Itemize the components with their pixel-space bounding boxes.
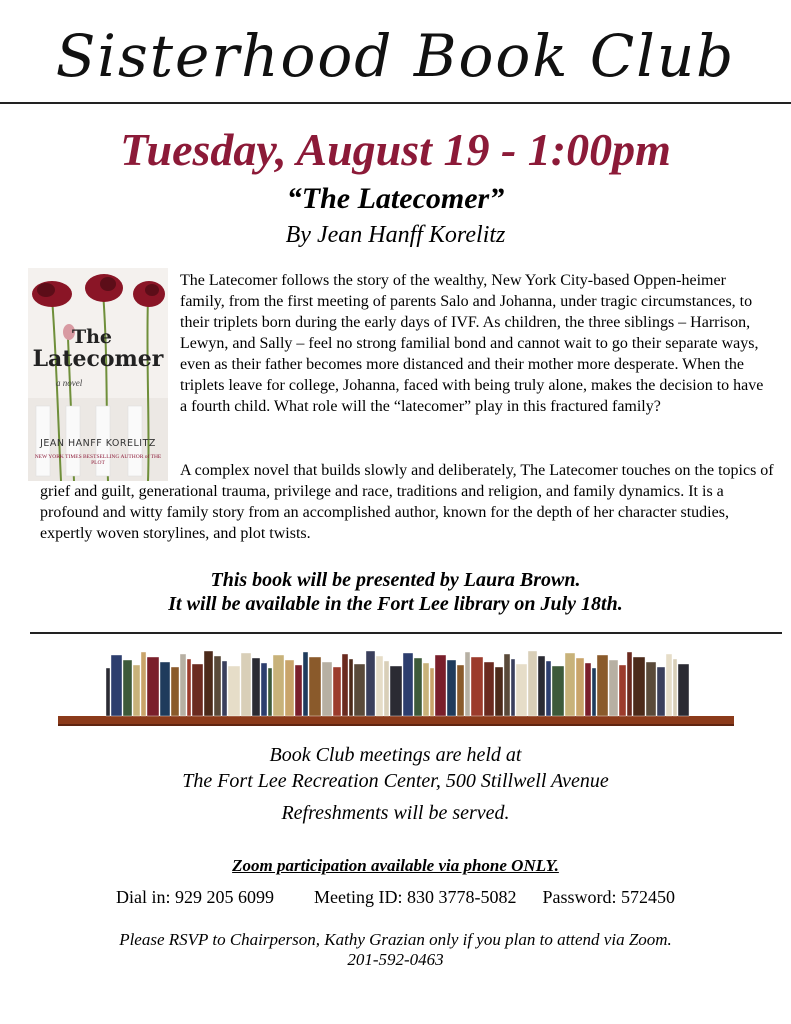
book-spine [222,661,227,716]
book-spine [592,668,596,716]
book-spine [597,655,608,716]
book-spine [141,652,146,716]
book-spine [171,667,179,716]
book-spine [384,661,389,716]
book-spine [430,668,434,716]
book-spine [673,659,677,716]
book-spine [133,665,140,716]
book-spine [349,659,353,716]
book-spine [457,665,464,716]
cover-author: JEAN HANFF KORELITZ [40,438,156,449]
book-spine [390,666,402,716]
book-spine [376,656,383,716]
book-spine [214,656,221,716]
book-spine [342,654,348,716]
book-spine [552,666,564,716]
book-spine [511,659,515,716]
book-spine [333,667,341,716]
availability-line: It will be available in the Fort Lee library on July 18th. [168,593,623,615]
book-spine [528,651,537,716]
book-author: By Jean Hanff Korelitz [285,222,506,248]
book-summary: The Latecomer follows the story of the wealthy, New York City-based Oppen-heimer family, from the first meeting of parents Salo and Johanna, under tragic circumstances, to their triplets born during the early days of IVF. As children, the three siblings – Harrison, Lewyn, and Sally – feel no strong familial bond and cannot wait to go their separate ways, even as their father becomes more distanced and their mother more desperate. When the triplets leave for college, Johanna, faced with being truly alone, makes the decision to have a fourth child. What role will the “latecomer” play in this fractured family? [180,272,764,415]
book-spine [295,665,302,716]
rsvp-phone: 201-592-0463 [347,950,444,969]
book-spine [403,653,413,716]
rsvp-line: Please RSVP to Chairperson, Kathy Grazian only if you plan to attend via Zoom. [119,930,672,949]
book-spine [447,660,456,716]
book-spine [585,663,591,716]
book-review: A complex novel that builds slowly and deliberately, The Latecomer touches on the topics of grief and guilt, generational trauma, privilege and race, traditions and religion, and family dynamics. It is a profound and witty family story from an accomplished author, known for the depth of her character studies, expertly woven storylines, and plot twists. [40,462,774,542]
dial-in-number: Dial in: 929 205 6099 [116,887,274,907]
book-spine [261,663,267,716]
middle-divider [30,632,782,634]
book-spine [241,653,251,716]
book-spine [627,652,632,716]
book-spine [187,659,191,716]
book-spine [366,651,375,716]
book-spine [123,660,132,716]
book-spine [228,666,240,716]
book-spine [285,660,294,716]
rose-illustration [28,268,168,481]
refreshments-note: Refreshments will be served. [281,802,510,824]
bookshelf-image [58,650,734,731]
book-spine [322,662,332,716]
book-spine [309,657,321,716]
meeting-id: Meeting ID: 830 3778-5082 [314,887,517,907]
book-cover-image [28,268,168,481]
book-spine [484,662,494,716]
cover-subtitle: a novel [56,378,83,388]
book-review-paragraph [40,460,780,544]
presenter-info [0,568,791,616]
book-spine [504,654,510,716]
book-spine [666,654,672,716]
book-spine [303,652,308,716]
top-divider [0,102,791,104]
book-spine [465,652,470,716]
book-spine [252,658,260,716]
book-spine [147,657,159,716]
book-spine [160,662,170,716]
meeting-location [0,742,791,794]
book-spine [204,651,213,716]
bookshelf-illustration [58,650,734,726]
event-date-time: Tuesday, August 19 - 1:00pm [120,124,671,175]
zoom-details [0,887,791,908]
book-spine [657,667,665,716]
book-spine [576,658,584,716]
cover-blurb: NEW YORK TIMES BESTSELLING AUTHOR of THE PLOT [34,454,162,466]
book-spine [546,661,551,716]
book-spine [619,665,626,716]
book-title: “The Latecomer” [286,182,505,215]
presenter-line: This book will be presented by Laura Brown. [210,569,581,591]
book-spine [516,664,527,716]
rsvp-note [0,930,791,970]
book-spine [633,657,645,716]
location-line2: The Fort Lee Recreation Center, 500 Stillwell Avenue [182,770,609,792]
page-title: Sisterhood Book Club [55,22,736,90]
book-spine [538,656,545,716]
book-spine [565,653,575,716]
zoom-heading: Zoom participation available via phone ONLY. [232,856,559,875]
book-spine [678,664,689,716]
meeting-password: Password: 572450 [542,887,675,907]
cover-title-line1: The [71,326,113,348]
book-spine [495,667,503,716]
book-spine [192,664,203,716]
book-spine [646,662,656,716]
book-spine [609,660,618,716]
book-spine [471,657,483,716]
book-spine [414,658,422,716]
location-line1: Book Club meetings are held at [269,744,522,766]
book-spine [268,668,272,716]
book-spine [435,655,446,716]
cover-title-line2: Latecomer [32,346,164,372]
book-spine [106,668,110,716]
book-spine [180,654,186,716]
book-spine [273,655,284,716]
book-spine [423,663,429,716]
book-spine [354,664,365,716]
book-spine [111,655,122,716]
